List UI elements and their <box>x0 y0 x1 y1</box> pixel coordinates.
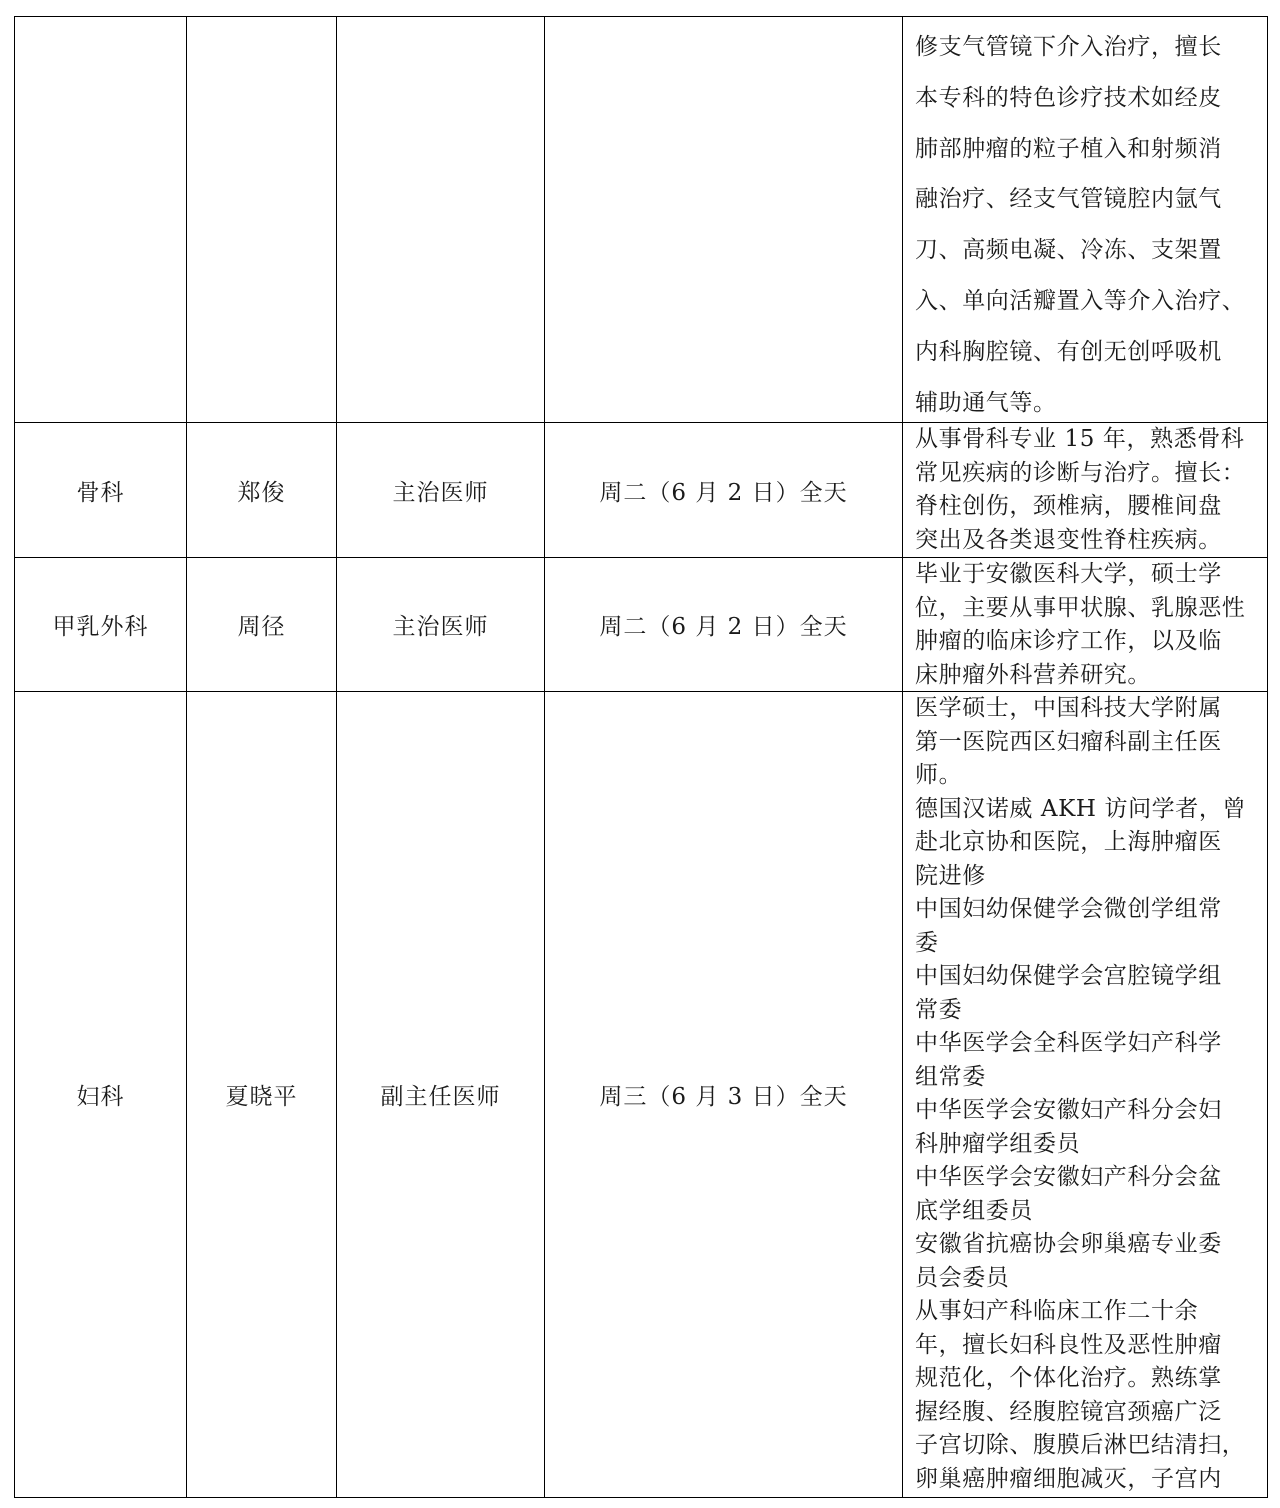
description-line: 握经腹、经腹腔镜宫颈癌广泛 <box>915 1398 1222 1425</box>
description-line: 院进修 <box>915 862 986 889</box>
description-line: 安徽省抗癌协会卵巢癌专业委 <box>915 1231 1222 1257</box>
doctor-title-cell: 主治医师 <box>392 479 489 506</box>
description-line: 常见疾病的诊断与治疗。擅长： <box>915 459 1246 486</box>
description-line: 中国妇幼保健学会微创学组常 <box>915 896 1222 922</box>
table-border-top <box>14 16 1268 17</box>
department-cell: 骨科 <box>76 479 125 506</box>
doctor-description <box>903 692 1256 1497</box>
table-border-bottom <box>14 1497 1268 1498</box>
description-line: 赴北京协和医院，上海肿瘤医 <box>915 829 1222 855</box>
description-line: 子宫切除、腹膜后淋巴结清扫， <box>915 1432 1246 1458</box>
schedule-cell: 周三（6 月 3 日）全天 <box>599 1084 848 1110</box>
doctor-schedule-table <box>14 16 1268 1498</box>
description-line: 内科胸腔镜、有创无创呼吸机 <box>915 338 1222 365</box>
description-line: 肿瘤的临床诊疗工作，以及临 <box>915 628 1222 654</box>
description-line: 德国汉诺威 AKH 访问学者，曾 <box>915 795 1247 822</box>
description-line: 规范化，个体化治疗。熟练掌 <box>915 1365 1222 1391</box>
description-line: 脊柱创伤，颈椎病，腰椎间盘 <box>915 493 1222 519</box>
department-cell: 甲乳外科 <box>52 614 149 640</box>
description-line: 员会委员 <box>915 1264 1010 1291</box>
doctor-name-cell: 郑俊 <box>237 479 286 506</box>
description-line: 辅助通气等。 <box>915 389 1057 416</box>
description-line: 医学硕士，中国科技大学附属 <box>915 695 1222 721</box>
doctor-title-cell: 副主任医师 <box>380 1084 501 1110</box>
description-line: 中国妇幼保健学会宫腔镜学组 <box>915 963 1222 989</box>
description-line: 修支气管镜下介入治疗，擅长 <box>915 34 1222 60</box>
description-line: 年，擅长妇科良性及恶性肿瘤 <box>915 1331 1222 1358</box>
description-line: 肺部肿瘤的粒子植入和射频消 <box>915 135 1222 162</box>
description-line: 融治疗、经支气管镜腔内氩气 <box>915 186 1222 213</box>
description-line: 从事妇产科临床工作二十余 <box>915 1298 1199 1324</box>
doctor-name-cell: 周径 <box>237 614 286 640</box>
doctor-title-cell: 主治医师 <box>392 614 489 640</box>
table-border-right <box>1267 16 1268 1498</box>
description-line: 床肿瘤外科营养研究。 <box>915 661 1151 688</box>
description-line: 中华医学会安徽妇产科分会妇 <box>915 1097 1222 1123</box>
description-line: 刀、高频电凝、冷冻、支架置 <box>915 237 1222 264</box>
description-line: 底学组委员 <box>915 1197 1033 1224</box>
description-line: 科肿瘤学组委员 <box>915 1130 1081 1157</box>
description-line: 组常委 <box>915 1063 986 1090</box>
description-line: 常委 <box>915 996 963 1023</box>
description-line: 从事骨科专业 15 年，熟悉骨科 <box>915 426 1245 452</box>
doctor-description <box>903 22 1256 422</box>
description-line: 委 <box>915 929 939 956</box>
description-line: 突出及各类退变性脊柱疾病。 <box>915 526 1222 553</box>
description-line: 毕业于安徽医科大学，硕士学 <box>915 561 1222 587</box>
description-line: 卵巢癌肿瘤细胞减灭，子宫内 <box>915 1465 1222 1492</box>
doctor-description <box>903 558 1256 691</box>
description-line: 本专科的特色诊疗技术如经皮 <box>915 84 1222 111</box>
description-line: 中华医学会安徽妇产科分会盆 <box>915 1164 1222 1190</box>
schedule-cell: 周二（6 月 2 日）全天 <box>599 479 848 506</box>
department-cell: 妇科 <box>76 1084 125 1110</box>
description-line: 第一医院西区妇瘤科副主任医 <box>915 728 1222 755</box>
description-line: 中华医学会全科医学妇产科学 <box>915 1030 1222 1056</box>
description-line: 位，主要从事甲状腺、乳腺恶性 <box>915 594 1246 621</box>
description-line: 师。 <box>915 762 963 788</box>
description-line: 入、单向活瓣置入等介入治疗、 <box>915 287 1246 314</box>
doctor-description <box>903 423 1256 557</box>
doctor-name-cell: 夏晓平 <box>225 1084 298 1110</box>
schedule-cell: 周二（6 月 2 日）全天 <box>599 614 848 640</box>
